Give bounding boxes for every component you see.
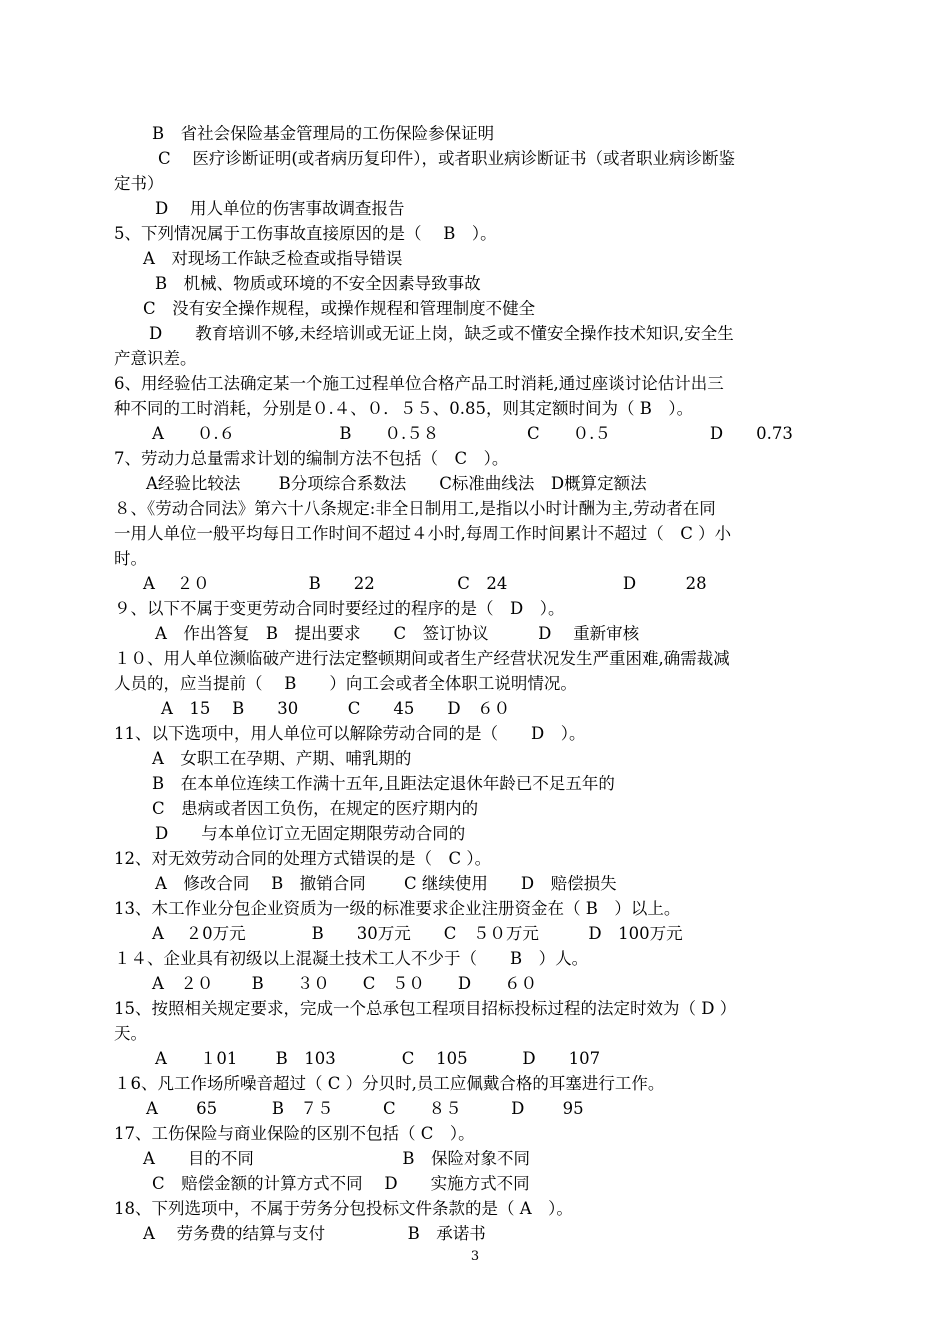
text-line: 天。 [114, 1024, 147, 1043]
option-line: D 教育培训不够,未经培训或无证上岗，缺乏或不懂安全操作技术知识,安全生 [149, 324, 734, 343]
question-line: 11、以下选项中，用人单位可以解除劳动合同的是（ D ）。 [114, 724, 586, 743]
question-line: １０、用人单位濒临破产进行法定整顿期间或者生产经营状况发生严重困难,确需裁减 [114, 649, 730, 668]
question-line: ９、以下不属于变更劳动合同时要经过的程序的是（ D ）。 [114, 599, 565, 618]
text-line: 种不同的工时消耗，分别是０.４、０．５５、0.85，则其定额时间为（ B ）。 [114, 399, 694, 418]
option-line: B 在本单位连续工作满十五年,且距法定退休年龄已不足五年的 [152, 774, 615, 793]
text-line: 定书） [114, 174, 164, 193]
option-line: A ２0万元 B 30万元 C ５０万元 D 100万元 [152, 924, 683, 943]
page-number: 3 [470, 1249, 480, 1264]
option-line: A 对现场工作缺乏检查或指导错误 [143, 249, 403, 268]
question-line: 17、工伤保险与商业保险的区别不包括（ C ）。 [114, 1124, 475, 1143]
option-line: A 65 B ７５ C ８５ D 95 [146, 1099, 584, 1118]
question-line: 12、对无效劳动合同的处理方式错误的是（ C ）。 [114, 849, 492, 868]
question-line: 6、用经验估工法确定某一个施工过程单位合格产品工时消耗,通过座谈讨论估计出三 [114, 374, 724, 393]
option-line: C 医疗诊断证明(或者病历复印件），或者职业病诊断证书（或者职业病诊断鉴 [158, 149, 736, 168]
option-line: A １01 B 103 C 105 D 107 [155, 1049, 601, 1068]
option-line: D 用人单位的伤害事故调查报告 [155, 199, 405, 218]
option-line: B 省社会保险基金管理局的工伤保险参保证明 [152, 124, 495, 143]
option-line: A 女职工在孕期、产期、哺乳期的 [152, 749, 412, 768]
option-line: D 与本单位订立无固定期限劳动合同的 [155, 824, 466, 843]
question-line: 13、木工作业分包企业资质为一级的标准要求企业注册资金在（ B ）以上。 [114, 899, 681, 918]
option-line: A 15 B 30 C 45 D ６０ [161, 699, 511, 718]
option-line: A ２０ B ３０ C ５０ D ６０ [152, 974, 538, 993]
text-line: 产意识差。 [114, 349, 197, 368]
text-line: 一用人单位一般平均每日工作时间不超过４小时,每周工作时间累计不超过（ C ）小 [114, 524, 732, 543]
option-line: A ２０ B 22 C 24 D 28 [143, 574, 707, 593]
text-line: 时。 [114, 549, 147, 568]
question-line: 18、下列选项中，不属于劳务分包投标文件条款的是（ A ）。 [114, 1199, 573, 1218]
option-line: C 患病或者因工负伤，在规定的医疗期内的 [152, 799, 479, 818]
option-line: A 作出答复 B 提出要求 C 签订协议 D 重新审核 [155, 624, 640, 643]
option-line: A 劳务费的结算与支付 B 承诺书 [143, 1224, 486, 1243]
option-line: A ０.６ B ０.５８ C ０.５ D 0.73 [152, 424, 793, 443]
option-line: A 目的不同 B 保险对象不同 [143, 1149, 531, 1168]
option-line: A 修改合同 B 撤销合同 C 继续使用 D 赔偿损失 [155, 874, 617, 893]
question-line: 7、劳动力总量需求计划的编制方法不包括（ C ）。 [114, 449, 509, 468]
question-line: 5、下列情况属于工伤事故直接原因的是（ B ）。 [114, 224, 497, 243]
question-line: １４、企业具有初级以上混凝土技术工人不少于（ B ）人。 [114, 949, 589, 968]
question-line: ８、《劳动合同法》第六十八条规定:非全日制用工,是指以小时计酬为主,劳动者在同 [114, 499, 716, 518]
text-line: 人员的，应当提前（ B ）向工会或者全体职工说明情况。 [114, 674, 577, 693]
option-line: C 赔偿金额的计算方式不同 D 实施方式不同 [152, 1174, 530, 1193]
option-line: C 没有安全操作规程，或操作规程和管理制度不健全 [143, 299, 536, 318]
option-line: B 机械、物质或环境的不安全因素导致事故 [155, 274, 481, 293]
question-line: 15、按照相关规定要求，完成一个总承包工程项目招标投标过程的法定时效为（ D ） [114, 999, 737, 1018]
question-line: １6、凡工作场所噪音超过（ C ）分贝时,员工应佩戴合格的耳塞进行工作。 [114, 1074, 665, 1093]
option-line: A经验比较法 B分项综合系数法 C标准曲线法 D概算定额法 [146, 474, 647, 493]
